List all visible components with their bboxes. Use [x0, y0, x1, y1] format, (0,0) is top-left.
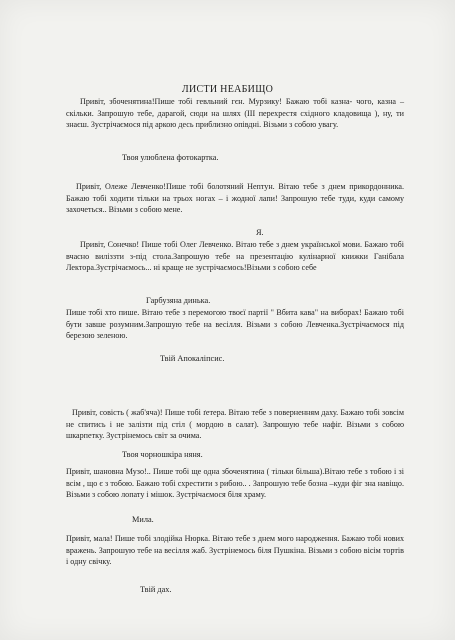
- letter-1-signature: Твоя улюблена фотокартка.: [122, 153, 219, 162]
- document-title: ЛИСТИ НЕАБИЩО: [181, 84, 274, 95]
- letter-3-text: Привіт, Сонечко! Пише тобі Олег Левченко. Вітаю тебе з днем української мови. Бажаю тобі вчасно виліззти з-під стола.Запрошую тебе на презентацію кулінарної книжки Ганібала Лектора.Зустрічаємось... ні краще не зустрічаємось!Візьми з собою себе: [66, 240, 404, 273]
- letter-1-text: Привіт, збоченятина!Пише тобі гевльний гєн. Мурзику! Бажаю тобі казна- чого, казна – скільки. Запрошую тебе, дарагой, сюди на шлях (ІІІ перехрестя східного кладовища ), ну, ти знаєш. Зустрічаємося під аркою десь приблизно опівдні. Візьми з собою увагу.: [66, 97, 404, 130]
- letter-6-text: Привіт, шановна Музо!.. Пише тобі ще одна збоченятина ( тільки більша).Вітаю тебе з тобою і зі всім , що є з тобою. Бажаю тобі схрестити з рибою.. . Запрошую тебе бозна –куди фіг зна навіщо. Візьми з собою лопату і мішок. Зустрічаємося біля храму.: [66, 467, 404, 500]
- letter-7-text: Привіт, мала! Пише тобі злодійка Нюрка. Вітаю тебе з днем мого народження. Бажаю тобі нових вражень. Запрошую тебе на весілля жаб. Зустрінемось біля Пушкіна. Візьми з собою вісім тортів і одну свічку.: [66, 534, 404, 567]
- letter-4-text: Пише тобі хто пише. Вітаю тебе з перемогою твоєї партії " Вбита кава" на виборах! Бажаю тобі бути завше розумним.Запрошую тебе на весілля. Візьми з собою Левченка.Зустрічаємося під березою зеленою.: [66, 308, 404, 341]
- letter-2-signature: Я.: [256, 228, 264, 237]
- letter-2-text: Привіт, Олеже Левченко!Пише тобі болотяний Нептун. Вітаю тебе з днем прикордонника. Бажаю тобі ходити тільки на трьох ногах – і жодної лапи! Запрошую тебе туди, куди самому захочеться.. Візьми з собою мене.: [66, 182, 404, 215]
- letter-5-text: Привіт, совість ( жаб'яча)! Пише тобі ґетера. Вітаю тебе з поверненням даху. Бажаю тобі зовсім не спитись і не залізти під стіл ( мордою в салат). Запрошую тебе нафіг. Візьми з собою шкарпетку. Зустрінемось світ за очима.: [66, 408, 404, 441]
- letter-3-signature: Гарбузяна динька.: [146, 296, 211, 305]
- letter-7-signature: Твій дах.: [140, 585, 172, 594]
- letter-4-signature: Твій Апокаліпсис.: [160, 354, 225, 363]
- letter-5-signature: Твоя чорношкіра няня.: [122, 450, 203, 459]
- letter-6-signature: Мила.: [132, 515, 154, 524]
